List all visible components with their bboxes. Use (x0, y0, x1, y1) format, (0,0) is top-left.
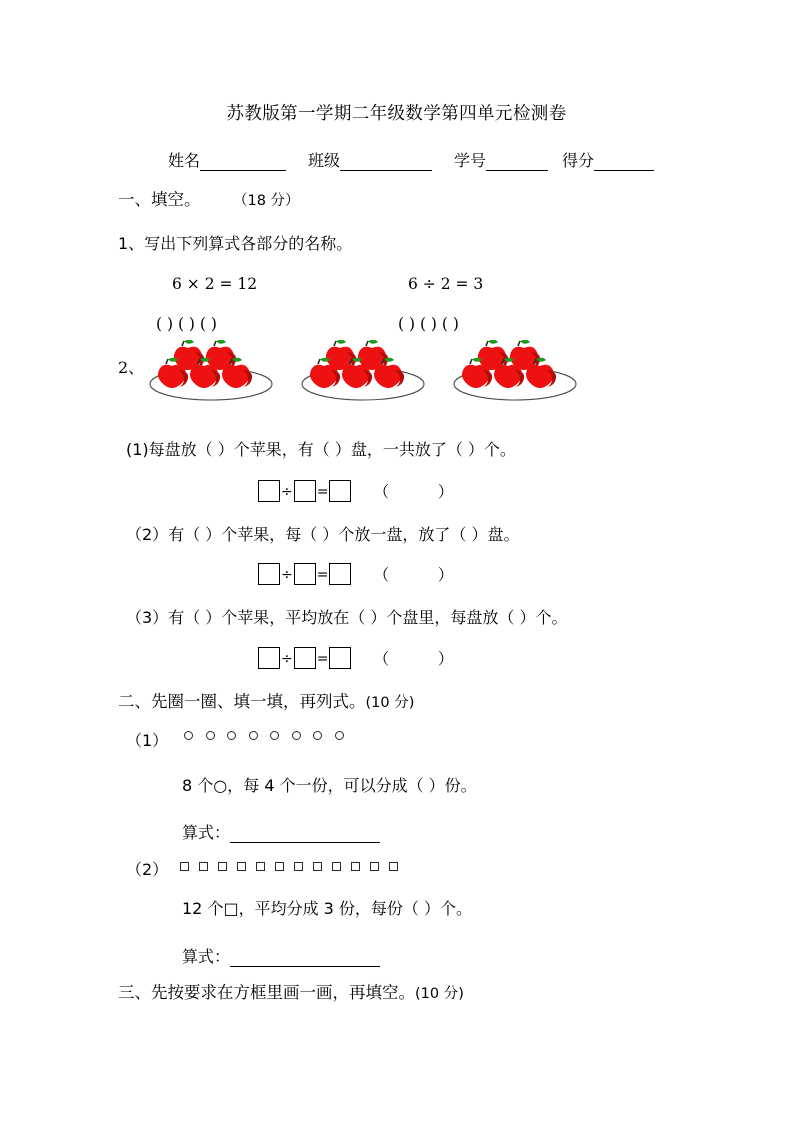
apple-plate-2 (300, 340, 426, 402)
part-1-body: 每盘放（ ）个苹果，有（ ）盘，一共放了（ ）个。 (148, 440, 516, 459)
answer-parens-multiplication[interactable]: ( ) ( ) ( ) (156, 315, 217, 333)
square-icon[interactable] (199, 862, 208, 871)
part-3-body: 有（ ）个苹果，平均放在（ ）个盘里，每盘放（ ）个。 (168, 608, 568, 627)
apple-plate-3 (452, 340, 578, 402)
section-3-heading (118, 985, 464, 1002)
expression-multiplication: 6 × 2 = 12 (172, 275, 258, 293)
formula-box-dividend[interactable] (258, 563, 280, 585)
formula-box-quotient[interactable] (329, 563, 351, 585)
student-id-label: 学号 (454, 151, 487, 170)
part-2-label: （2） (126, 525, 169, 544)
square-icon[interactable] (180, 862, 189, 871)
apple-row-top (478, 340, 540, 370)
formula-label: 算式： (182, 823, 231, 842)
section-2-item-1-text[interactable]: 8 个○，每 4 个一份，可以分成（ ）份。 (182, 776, 477, 795)
identity-line (168, 148, 654, 171)
name-label: 姓名 (168, 151, 201, 170)
equals-operator: = (316, 651, 329, 667)
score-field[interactable] (562, 148, 654, 171)
apple-plate-1 (148, 340, 274, 402)
section-2-heading-text: 二、先圈一圈、填一填，再列式。 (118, 692, 366, 711)
circle-icon[interactable] (335, 731, 344, 740)
equals-operator: = (316, 484, 329, 500)
circle-glyph-row[interactable] (184, 731, 356, 740)
apple-row-top (174, 340, 236, 370)
question-2-part-3-text[interactable] (126, 610, 567, 626)
section-1-points: （18 分） (233, 193, 300, 209)
part-1-label: (1) (126, 440, 149, 459)
square-icon[interactable] (389, 862, 398, 871)
formula-box-divisor[interactable] (294, 647, 316, 669)
apple-plates-illustration (148, 340, 578, 402)
name-field[interactable] (168, 148, 286, 171)
circle-icon[interactable] (227, 731, 236, 740)
square-icon[interactable] (294, 862, 303, 871)
formula-unit-paren[interactable]: （ ） (373, 650, 476, 668)
formula-box-divisor[interactable] (294, 480, 316, 502)
question-1-text: 写出下列算式各部分的名称。 (144, 234, 353, 253)
formula-box-divisor[interactable] (294, 563, 316, 585)
section-2-item-2-answer[interactable] (182, 944, 380, 967)
section-2-points: (10 分) (365, 695, 415, 711)
question-2-part-1-text[interactable] (126, 442, 516, 458)
section-1-heading-text: 一、填空。 (118, 190, 201, 209)
square-icon[interactable] (313, 862, 322, 871)
part-2-body: 有（ ）个苹果，每（ ）个放一盘，放了（ ）盘。 (168, 525, 520, 544)
divide-operator: ÷ (281, 567, 293, 583)
question-2-part-2-formula[interactable] (258, 563, 475, 585)
formula-box-dividend[interactable] (258, 480, 280, 502)
question-2-part-1-formula[interactable] (258, 480, 475, 502)
circle-icon[interactable] (184, 731, 193, 740)
score-blank[interactable] (594, 155, 654, 171)
square-icon[interactable] (256, 862, 265, 871)
circle-icon[interactable] (206, 731, 215, 740)
answer-parens-division[interactable]: ( ) ( ) ( ) (398, 315, 459, 333)
class-field[interactable] (308, 148, 432, 171)
question-1-prompt (118, 236, 352, 252)
apple-row-top (326, 340, 388, 370)
formula-box-quotient[interactable] (329, 480, 351, 502)
formula-answer-blank[interactable] (230, 828, 380, 843)
class-blank[interactable] (340, 155, 432, 171)
equals-operator: = (316, 567, 329, 583)
apple-row-bottom (462, 358, 556, 388)
apple-row-bottom (310, 358, 404, 388)
apple-row-bottom (158, 358, 252, 388)
section-2-item-2-text[interactable]: 12 个□，平均分成 3 份，每份（ ）个。 (182, 899, 473, 918)
formula-label: 算式： (182, 947, 231, 966)
square-icon[interactable] (351, 862, 360, 871)
score-label: 得分 (562, 151, 595, 170)
student-id-blank[interactable] (486, 155, 548, 171)
square-icon[interactable] (275, 862, 284, 871)
page-title: 苏教版第一学期二年级数学第四单元检测卷 (226, 104, 567, 124)
formula-unit-paren[interactable]: （ ） (373, 483, 476, 501)
formula-box-quotient[interactable] (329, 647, 351, 669)
square-icon[interactable] (237, 862, 246, 871)
question-2-part-3-formula[interactable] (258, 647, 475, 669)
divide-operator: ÷ (281, 651, 293, 667)
section-2-item-2-label: （2） (126, 860, 169, 879)
circle-icon[interactable] (292, 731, 301, 740)
formula-unit-paren[interactable]: （ ） (373, 566, 476, 584)
question-1-number: 1、 (118, 234, 145, 253)
circle-icon[interactable] (270, 731, 279, 740)
part-3-label: （3） (126, 608, 169, 627)
section-3-heading-text: 三、先按要求在方框里画一画，再填空。 (118, 983, 415, 1002)
expression-division: 6 ÷ 2 = 3 (408, 275, 484, 293)
section-1-heading (118, 192, 300, 209)
section-2-item-1-answer[interactable] (182, 820, 380, 843)
section-2-heading (118, 694, 414, 711)
question-2-part-2-text[interactable] (126, 527, 519, 543)
class-label: 班级 (308, 151, 341, 170)
question-2-number: 2、 (118, 358, 145, 377)
circle-icon[interactable] (249, 731, 258, 740)
square-glyph-row[interactable] (180, 862, 408, 871)
section-2-item-1-label: （1） (126, 731, 169, 750)
circle-icon[interactable] (313, 731, 322, 740)
square-icon[interactable] (370, 862, 379, 871)
formula-box-dividend[interactable] (258, 647, 280, 669)
section-3-points: (10 分) (415, 986, 464, 1002)
divide-operator: ÷ (281, 484, 293, 500)
formula-answer-blank[interactable] (230, 952, 380, 967)
name-blank[interactable] (200, 155, 286, 171)
student-id-field[interactable] (454, 148, 548, 171)
square-icon[interactable] (332, 862, 341, 871)
square-icon[interactable] (218, 862, 227, 871)
